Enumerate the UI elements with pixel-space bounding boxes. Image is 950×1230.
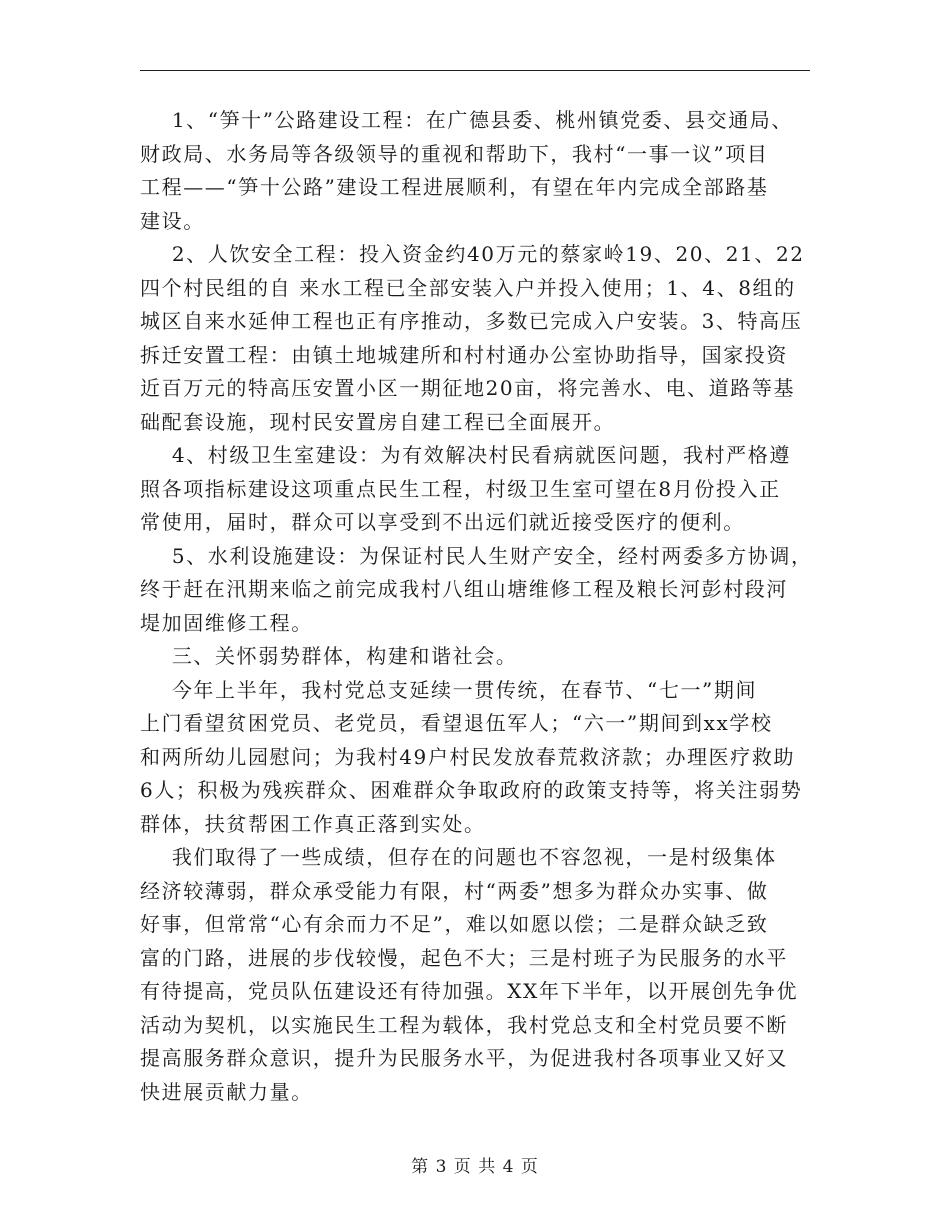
text-line: 群体，扶贫帮困工作真正落到实处。 xyxy=(140,811,486,836)
text-line: 富的门路，进展的步伐较慢，起色不大；三是村班子为民服务的水平 xyxy=(140,945,788,970)
text-line: 有待提高，党员队伍建设还有待加强。XX年下半年，以开展创先争优 xyxy=(140,979,799,1003)
text-line: 近百万元的特高压安置小区一期征地20亩，将完善水、电、道路等基 xyxy=(140,376,796,400)
text-line: 我们取得了一些成绩，但存在的问题也不容忽视，一是村级集体 xyxy=(140,845,777,869)
text-line: 财政局、水务局等各级领导的重视和帮助下，我村“一事一议”项目 xyxy=(140,141,769,166)
text-line: 拆迁安置工程：由镇土地城建所和村村通办公室协助指导，国家投资 xyxy=(140,342,788,367)
text-line: 5、水利设施建设：为保证村民人生财产安全，经村两委多方协调， xyxy=(140,543,813,568)
text-line: 础配套设施，现村民安置房自建工程已全面展开。 xyxy=(140,409,616,434)
text-line: 活动为契机，以实施民生工程为载体，我村党总支和全村党员要不断 xyxy=(140,1012,788,1037)
text-line: 常使用，届时，群众可以享受到不出远们就近接受医疗的便利。 xyxy=(140,510,745,534)
page-number: 第 3 页 共 4 页 xyxy=(411,1157,539,1177)
text-line: 6人；积极为残疾群众、困难群众争取政府的政策支持等，将关注弱势 xyxy=(140,778,803,802)
text-line: 经济较薄弱，群众承受能力有限，村“两委”想多为群众办实事、做 xyxy=(140,878,769,903)
header-rule xyxy=(140,70,810,71)
text-line: 终于赶在汛期来临之前完成我村八组山塘维修工程及粮长河彭村段河 xyxy=(140,577,788,601)
section-heading: 三、关怀弱势群体，构建和谐社会。 xyxy=(140,644,518,668)
text-line: 工程——“笋十公路”建设工程进展顺利，有望在年内完成全部路基 xyxy=(140,175,769,199)
text-line: 好事，但常常“心有余而力不足”，难以如愿以偿；二是群众缺乏致 xyxy=(140,912,769,936)
text-line: 四个村民组的自 来水工程已全部安装入户并投入使用；1、4、8组的 xyxy=(140,275,796,300)
text-line: 提高服务群众意识，提升为民服务水平，为促进我村各项事业又好又 xyxy=(140,1046,788,1070)
text-line: 4、村级卫生室建设：为有效解决村民看病就医问题，我村严格遵 xyxy=(140,443,791,467)
text-line: 2、人饮安全工程：投入资金约40万元的蔡家岭19、20、21、22 xyxy=(140,242,805,266)
text-line: 和两所幼儿园慰问；为我村49户村民发放春荒救济款；办理医疗救助 xyxy=(140,744,796,769)
text-line: 城区自来水延伸工程也正有序推动，多数已完成入户安装。3、特高压 xyxy=(140,309,803,333)
text-line: 照各项指标建设这项重点民生工程，村级卫生室可望在8月份投入正 xyxy=(140,476,781,501)
text-line: 快进展贡献力量。 xyxy=(140,1079,313,1104)
text-line: 建设。 xyxy=(140,208,205,233)
text-line: 上门看望贫困党员、老党员，看望退伍军人；“六一”期间到xx学校 xyxy=(140,711,773,735)
document-body xyxy=(140,104,815,1109)
text-line: 堤加固维修工程。 xyxy=(140,610,313,635)
text-line: 1、“笋十”公路建设工程：在广德县委、桃州镇党委、县交通局、 xyxy=(140,108,794,132)
text-line: 今年上半年，我村党总支延续一贯传统，在春节、“七一”期间 xyxy=(140,677,758,702)
